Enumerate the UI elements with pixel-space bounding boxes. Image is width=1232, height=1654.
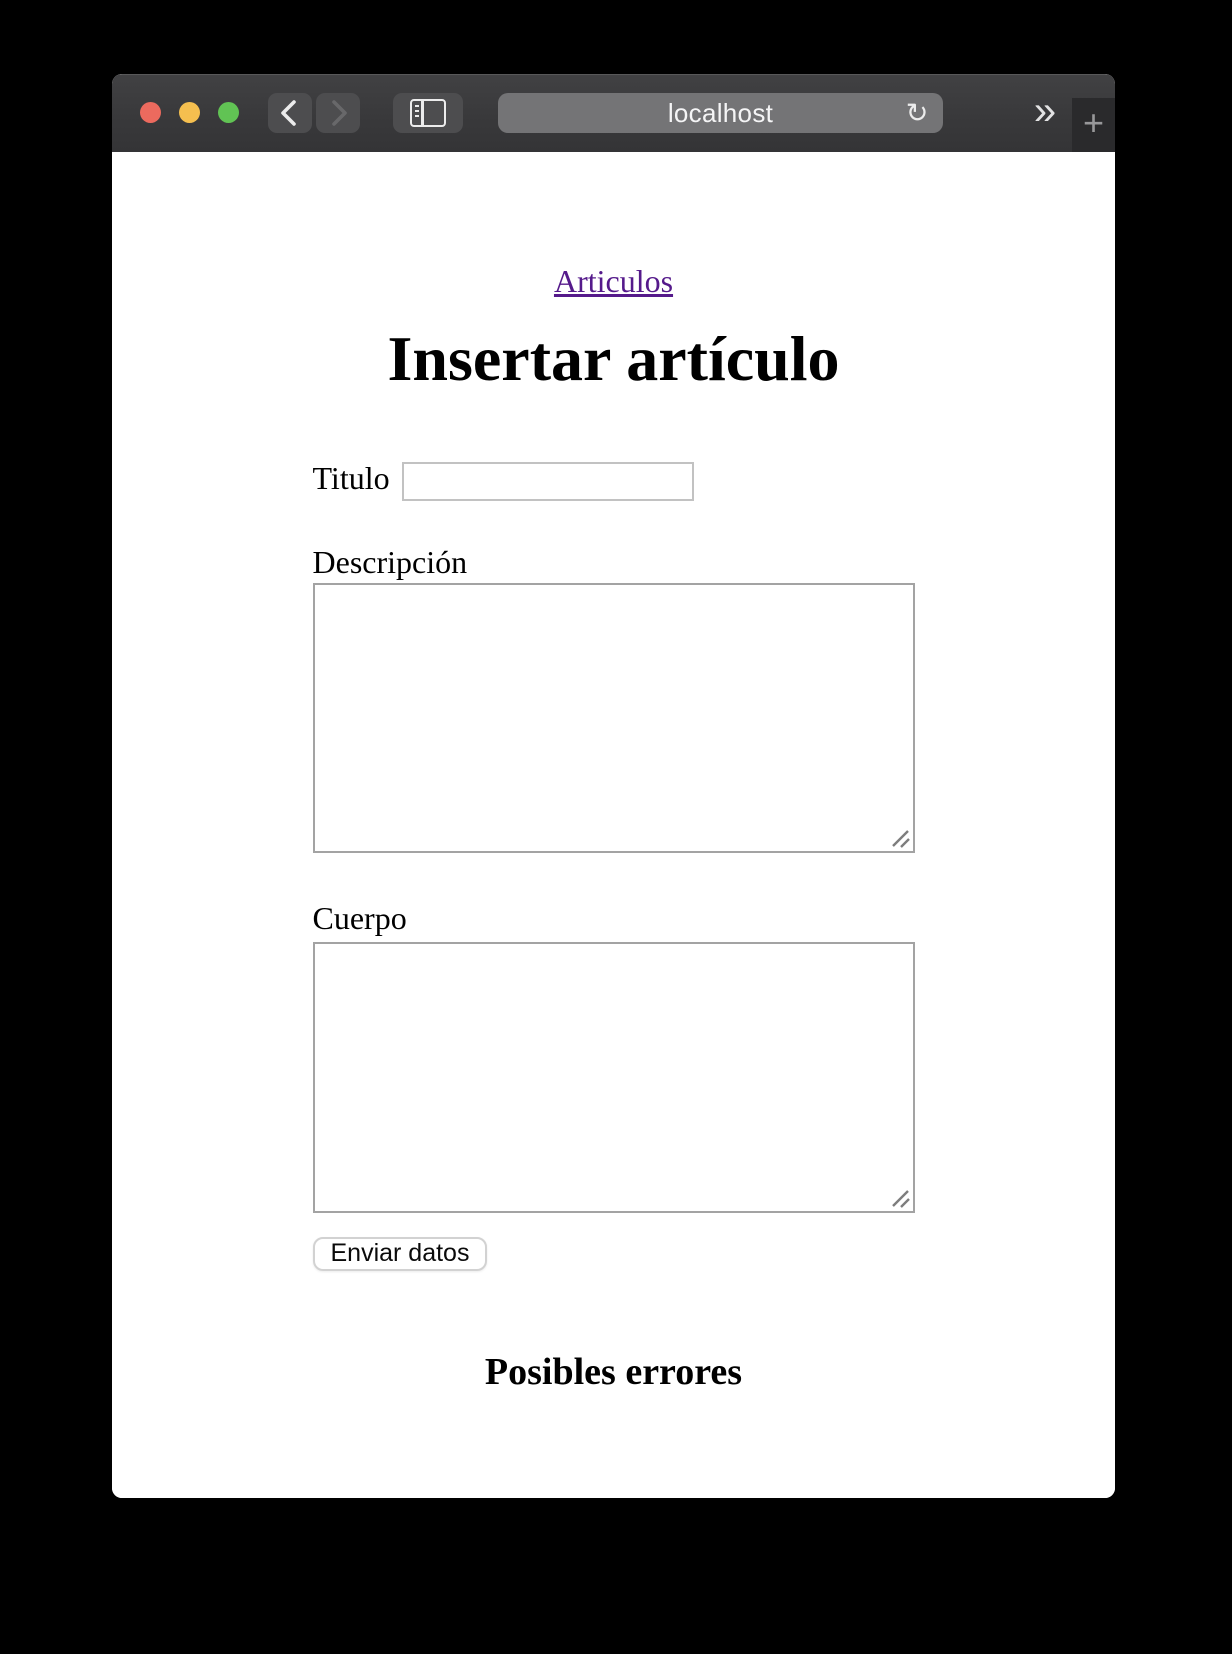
submit-row [313,1232,915,1271]
address-url-text: localhost [667,97,774,128]
browser-titlebar [112,74,1115,152]
reload-button[interactable]: ↻ [899,93,935,133]
cuerpo-label: Cuerpo [312,900,407,936]
address-bar[interactable] [498,93,943,133]
minimize-window-button[interactable] [179,102,200,123]
resize-handle-icon[interactable] [889,1187,911,1209]
page-title: Insertar artículo [387,323,840,394]
titulo-label: Titulo [312,460,390,496]
descripcion-textarea[interactable] [313,583,915,853]
back-button[interactable] [268,93,312,133]
new-tab-button[interactable] [1072,98,1115,152]
cuerpo-field [313,942,915,1213]
page-content [112,152,1115,1498]
forward-button[interactable] [316,93,360,133]
submit-button[interactable]: Enviar datos [313,1237,488,1271]
sidebar-icon [410,99,446,127]
toolbar-overflow-button[interactable]: » [1033,89,1057,133]
titulo-input[interactable] [402,462,694,501]
traffic-lights [140,102,239,123]
titulo-field-row [313,458,915,498]
descripcion-field [313,583,915,853]
close-window-button[interactable] [140,102,161,123]
zoom-window-button[interactable] [218,102,239,123]
sidebar-toggle-button[interactable] [393,93,463,133]
resize-handle-icon[interactable] [889,827,911,849]
articulos-link[interactable]: Articulos [553,263,674,299]
plus-icon: + [1082,102,1105,143]
chevron-left-icon [270,93,310,133]
cuerpo-textarea[interactable] [313,942,915,1213]
nav-link-row [313,262,915,300]
chevron-right-icon [318,93,358,133]
errors-heading: Posibles errores [484,1350,743,1393]
descripcion-label: Descripción [312,544,468,580]
browser-window [112,74,1115,1498]
